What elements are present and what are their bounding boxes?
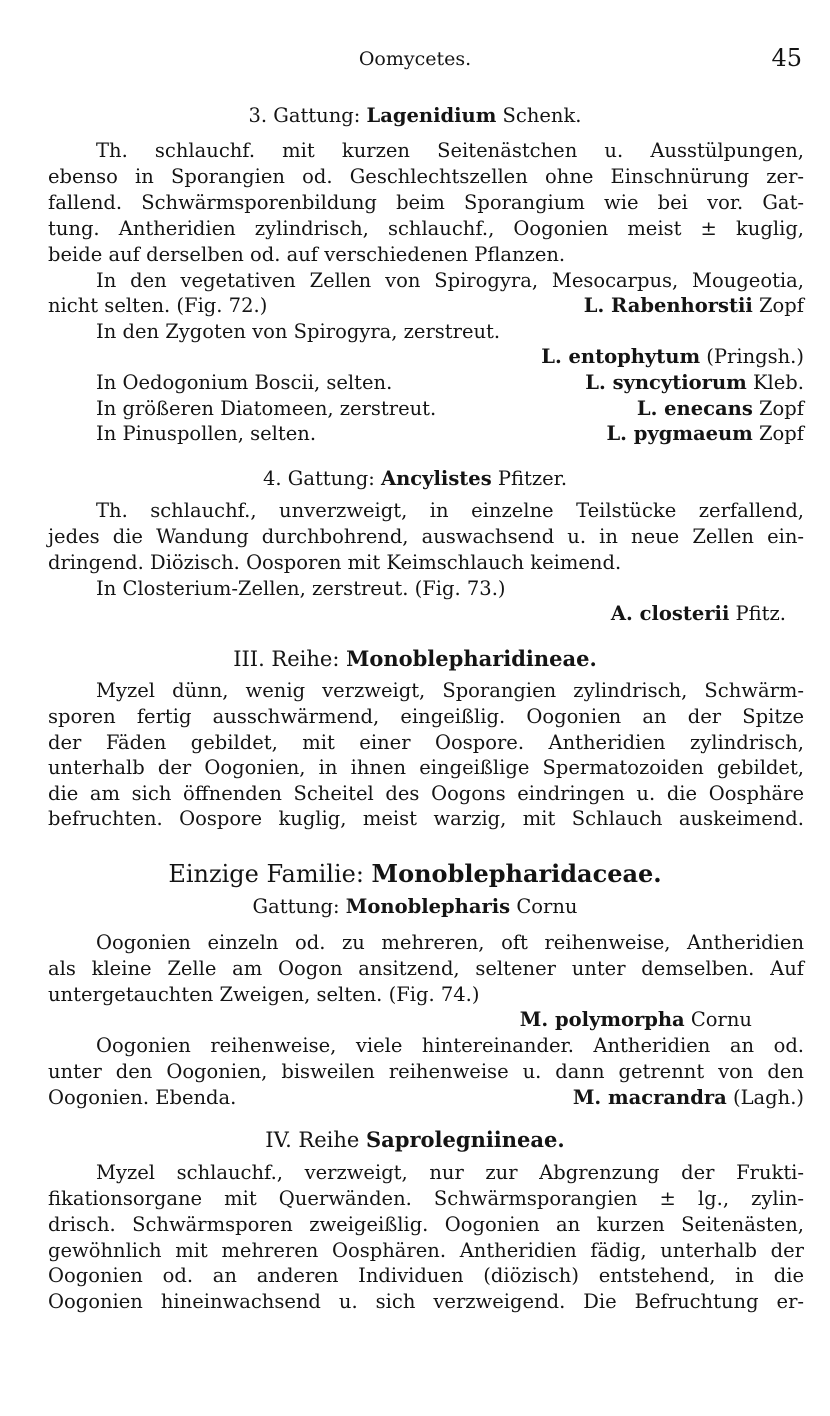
species-line [48, 1085, 804, 1111]
species-entry [48, 344, 804, 370]
species-entry [585, 370, 804, 396]
species-name: L. enecans [636, 397, 753, 420]
species-name: M. polymorpha [519, 1008, 685, 1031]
text-line: befruchten. Oospore kuglig, meist warzig, mit Schlauch auskeimend. [48, 807, 804, 830]
text-line: Th. schlauchf. mit kurzen Seitenästchen u. Ausstülpungen, [96, 139, 804, 162]
genus-author: Pfitzer. [491, 467, 568, 490]
heading-prefix: 3. Gattung: [248, 104, 367, 127]
genus-heading-lagenidium [0, 103, 830, 129]
species-author: (Pringsh.) [700, 345, 804, 368]
text-line: unter den Oogonien, bisweilen reihenweise u. dann getrennt von den [48, 1060, 804, 1083]
occurrence-text: In größeren Diatomeen, zerstreut. [96, 397, 437, 420]
heading-prefix: Gattung: [252, 895, 346, 918]
heading-prefix: III. Reihe: [233, 647, 347, 671]
text-line: In den Zygoten von Spirogyra, zerstreut. [96, 320, 501, 343]
species-name: L. Rabenhorstii [583, 294, 753, 317]
genus-name: Lagenidium [366, 104, 497, 127]
heading-prefix: IV. Reihe [265, 1128, 367, 1152]
text-line: dringend. Diözisch. Oosporen mit Keimschlauch keimend. [48, 551, 622, 574]
species-author: Kleb. [746, 371, 804, 394]
species-name: M. macrandra [572, 1086, 727, 1109]
text-line: fikationsorgane mit Querwänden. Schwärmsporangien ± lg., zylin- [48, 1187, 804, 1210]
species-author: Pfitz. [729, 602, 786, 625]
species-line [96, 396, 804, 422]
genus-name: Monoblepharis [345, 895, 511, 918]
species-entry [584, 293, 804, 319]
heading-prefix: 4. Gattung: [262, 467, 381, 490]
text-line: untergetauchten Zweigen, selten. (Fig. 74.) [48, 983, 480, 1006]
text-line: In den vegetativen Zellen von Spirogyra, Mesocarpus, Mougeotia, [96, 269, 804, 292]
series-name: Monoblepharidineae. [346, 646, 597, 671]
occurrence-text: Oogonien. Ebenda. [48, 1086, 237, 1109]
family-name: Monoblepharidaceae. [371, 859, 662, 888]
occurrence-text: nicht selten. (Fig. 72.) [48, 294, 268, 317]
text-line: ebenso in Sporangien od. Geschlechtszellen ohne Einschnürung zer- [48, 165, 804, 188]
text-line: der Fäden gebildet, mit einer Oospore. Antheridien zylindrisch, [48, 731, 804, 754]
text-line: die am sich öffnenden Scheitel des Oogons eindringen u. die Oosphäre [48, 782, 804, 805]
text-line: unterhalb der Oogonien, in ihnen eingeißlige Spermatozoiden gebildet, [48, 756, 804, 779]
text-line: Th. schlauchf., unverzweigt, in einzelne Teilstücke zerfallend, [96, 499, 804, 522]
species-entry [48, 601, 786, 627]
family-heading [0, 859, 830, 889]
text-line: Myzel schlauchf., verzweigt, nur zur Abgrenzung der Frukti- [96, 1161, 804, 1184]
text-line: jedes die Wandung durchbohrend, auswachsend u. in neue Zellen ein- [48, 525, 804, 548]
species-author: Zopf [752, 422, 804, 445]
text-line: gewöhnlich mit mehreren Oosphären. Antheridien fädig, unterhalb der [48, 1239, 804, 1262]
species-entry [637, 396, 804, 422]
species-name: L. syncytiorum [585, 371, 747, 394]
genus-author: Cornu [510, 895, 578, 918]
text-line: beide auf derselben od. auf verschiedenen Pflanzen. [48, 243, 566, 266]
genus-name: Ancylistes [381, 467, 492, 490]
series-name: Saprolegniineae. [366, 1127, 565, 1152]
text-line: tung. Antheridien zylindrisch, schlauchf., Oogonien meist ± kuglig, [48, 217, 804, 240]
text-line: Oogonien einzeln od. zu mehreren, oft reihenweise, Antheridien [96, 931, 804, 954]
text-line: In Closterium-Zellen, zerstreut. (Fig. 73.) [96, 577, 506, 600]
text-line: sporen fertig ausschwärmend, eingeißlig. Oogonien an der Spitze [48, 705, 804, 728]
species-entry [573, 1085, 804, 1111]
species-name: A. closterii [610, 602, 730, 625]
species-author: Zopf [752, 294, 804, 317]
genus-heading-monoblepharis [0, 894, 830, 920]
species-line [96, 370, 804, 396]
text-line: Oogonien reihenweise, viele hintereinander. Antheridien an od. [96, 1034, 804, 1057]
species-entry [48, 1007, 752, 1033]
heading-prefix: Einzige Familie: [168, 860, 372, 888]
species-name: L. pygmaeum [606, 422, 753, 445]
running-title: Oomycetes. [358, 48, 472, 70]
genus-heading-ancylistes [0, 466, 830, 492]
species-line [48, 293, 804, 319]
text-line: als kleine Zelle am Oogon ansitzend, seltener unter demselben. Auf [48, 957, 804, 980]
species-name: L. entophytum [541, 345, 701, 368]
species-author: Cornu [684, 1008, 752, 1031]
text-line: Oogonien hineinwachsend u. sich verzweigend. Die Befruchtung er- [48, 1290, 804, 1313]
text-line: Myzel dünn, wenig verzweigt, Sporangien zylindrisch, Schwärm- [96, 679, 804, 702]
species-line [96, 421, 804, 447]
species-author: Zopf [752, 397, 804, 420]
page-number: 45 [771, 44, 802, 72]
series-heading-saprolegniineae [0, 1127, 830, 1153]
series-heading-monoblepharidineae [0, 646, 830, 672]
genus-author: Schenk. [496, 104, 582, 127]
species-entry [606, 421, 804, 447]
species-author: (Lagh.) [726, 1086, 804, 1109]
text-line: drisch. Schwärmsporen zweigeißlig. Oogonien an kurzen Seitenästen, [48, 1213, 804, 1236]
text-line: fallend. Schwärmsporenbildung beim Sporangium wie bei vor. Gat- [48, 191, 804, 214]
occurrence-text: In Pinuspollen, selten. [96, 422, 317, 445]
text-line: Oogonien od. an anderen Individuen (diözisch) entstehend, in die [48, 1264, 804, 1287]
occurrence-text: In Oedogonium Boscii, selten. [96, 371, 393, 394]
